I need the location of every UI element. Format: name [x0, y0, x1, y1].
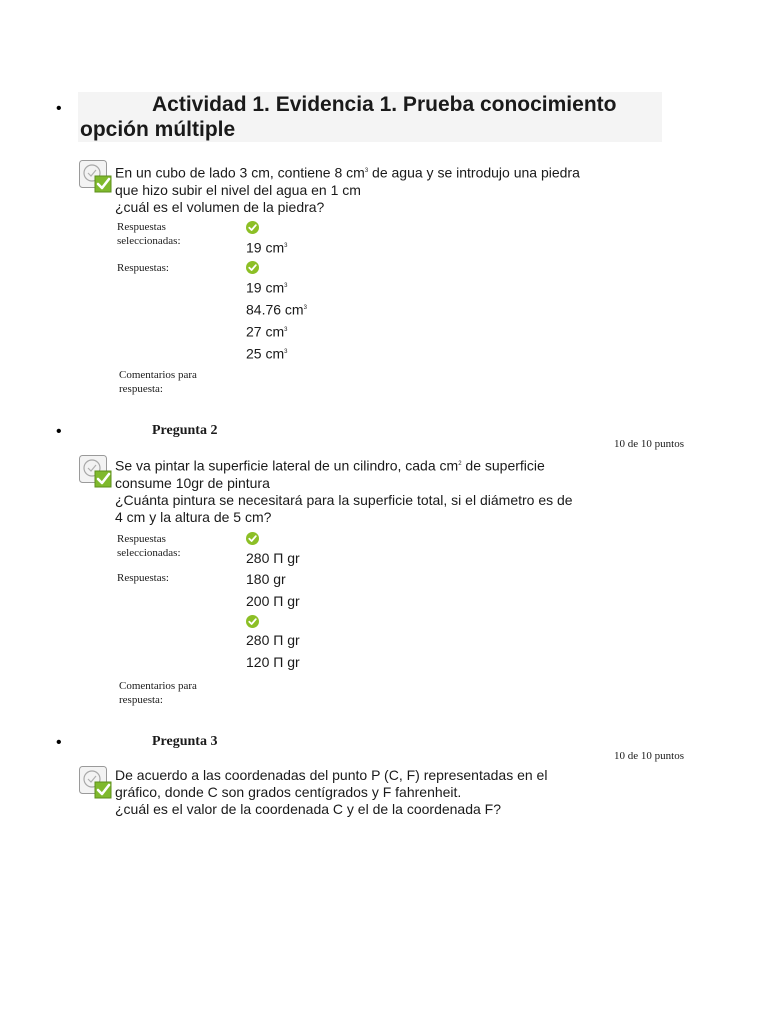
correct-check-icon — [246, 615, 259, 628]
question-2-header: Pregunta 2 — [152, 423, 218, 438]
correct-check-icon — [246, 221, 259, 234]
selected-answers-label: Respuestas seleccionadas: — [117, 533, 181, 559]
answers-label: Respuestas: — [117, 572, 169, 584]
comments-label: Comentarios para respuesta: — [119, 369, 197, 395]
selected-answer: 19 $cm^3$ — [246, 239, 288, 256]
selected-answers-label: Respuestas seleccionadas: — [117, 221, 181, 247]
comments-label: Comentarios para respuesta: — [119, 680, 197, 706]
answers-label: Respuestas: — [117, 262, 169, 274]
question-3-points: 10 de 10 puntos — [614, 750, 684, 762]
correct-check-icon — [246, 532, 259, 545]
correct-check-icon — [246, 261, 259, 274]
question-completed-icon — [79, 766, 112, 799]
answer-option: 180 gr — [246, 571, 286, 587]
answer-option: 27 $cm^3$ — [246, 323, 288, 340]
question-3-text: De acuerdo a las coordenadas del punto P (C, F) representadas en el gráfico, donde C son grados centígrados y F fahrenheit. ¿cuál es el valor de la coordenada C y el de la coordenada F? — [115, 767, 548, 817]
question-1-text: En un cubo de lado 3 cm, contiene 8 $cm^3$ de agua y se introdujo una piedra que hizo subir el nivel del agua en 1 cm ¿cuál es el volumen de la piedra? — [115, 164, 580, 215]
answer-option: 200 Π gr — [246, 593, 300, 609]
list-bullet: • — [56, 100, 62, 117]
question-2-text: Se va pintar la superficie lateral de un cilindro, cada $cm^2$ de superficie consume 10gr de pintura ¿Cuánta pintura se necesitará para la superficie total, si el diámetro es de 4 cm y la altura de 5 cm? — [115, 457, 573, 525]
list-bullet: • — [56, 734, 62, 751]
answer-option: 19 $cm^3$ — [246, 279, 288, 296]
question-3-header: Pregunta 3 — [152, 734, 218, 749]
selected-answer: 280 Π gr — [246, 550, 300, 566]
question-2-points: 10 de 10 puntos — [614, 438, 684, 450]
page-title: Actividad 1. Evidencia 1. Prueba conocimiento opción múltiple — [78, 92, 662, 142]
answer-option: 280 Π gr — [246, 632, 300, 648]
answer-option: 120 Π gr — [246, 654, 300, 670]
list-bullet: • — [56, 423, 62, 440]
answer-option: 84.76 $cm^3$ — [246, 301, 307, 318]
question-completed-icon — [79, 160, 112, 193]
question-completed-icon — [79, 455, 112, 488]
answer-option: 25 $cm^3$ — [246, 345, 288, 362]
